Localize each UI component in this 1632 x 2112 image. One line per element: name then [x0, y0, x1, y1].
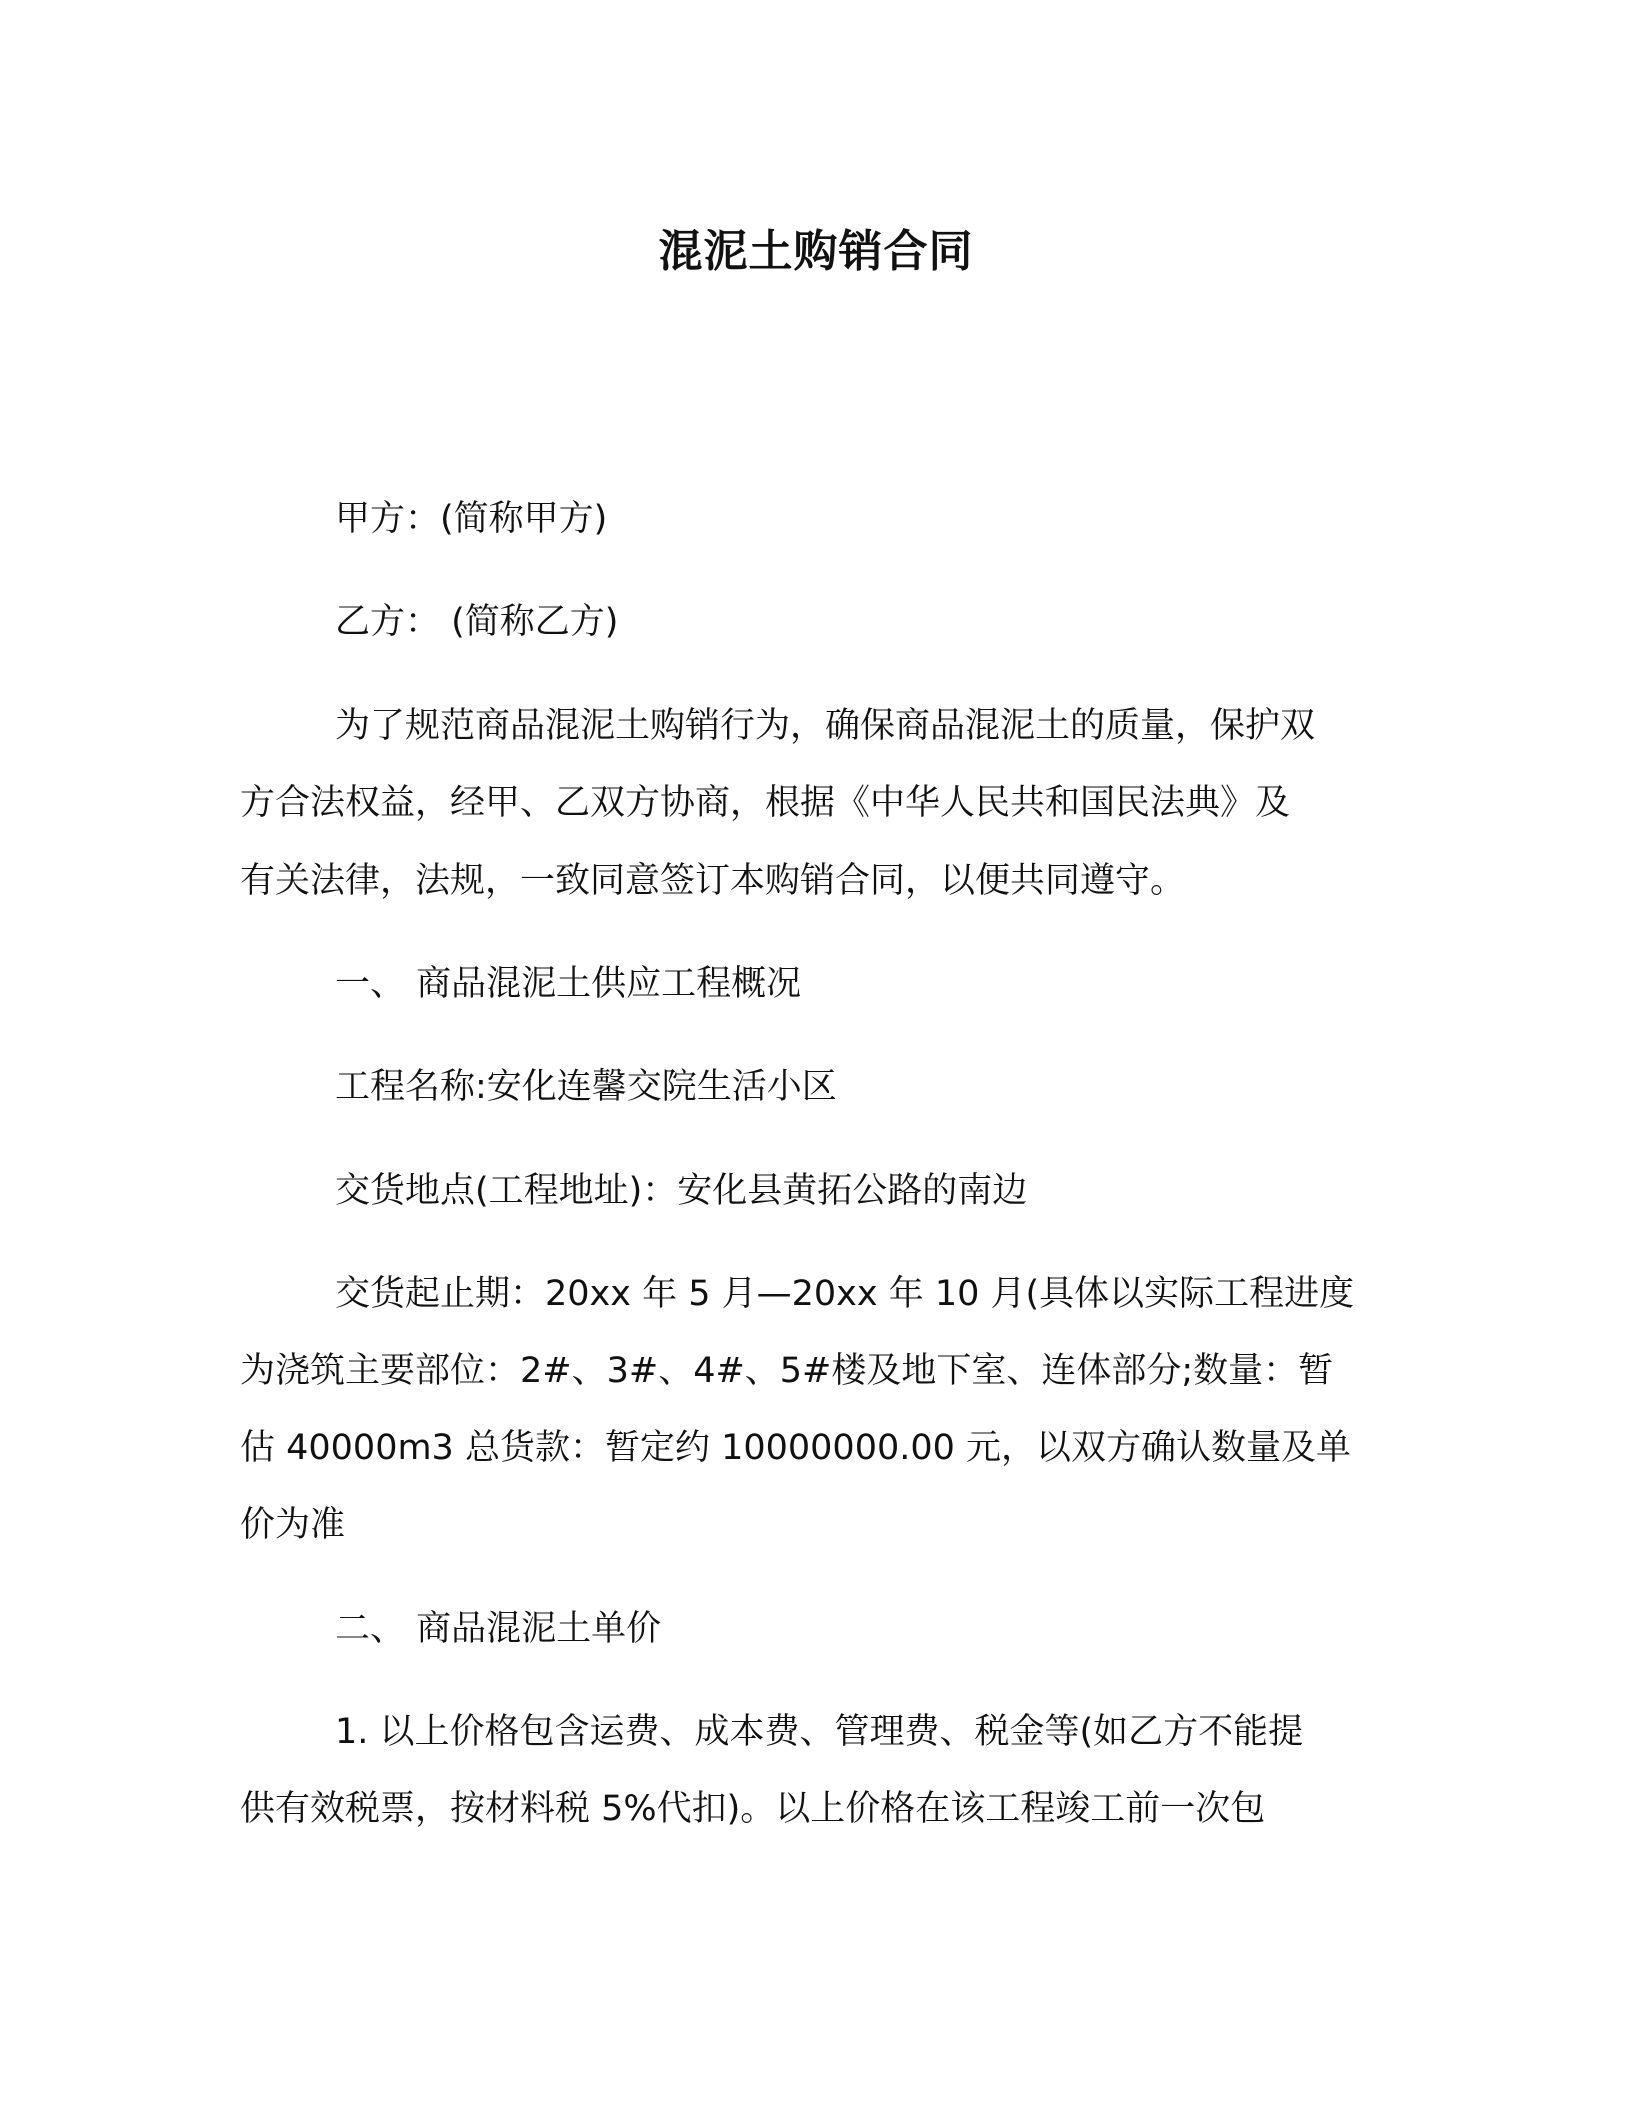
delivery-period-line-2: 为浇筑主要部位：2#、3#、4#、5#楼及地下室、连体部分;数量：暂 [240, 1351, 1334, 1391]
party-b-line: 乙方： (简称乙方) [335, 602, 619, 642]
delivery-period-line-1: 交货起止期：20xx 年 5 月—20xx 年 10 月(具体以实际工程进度 [335, 1274, 1355, 1314]
clause-1-line-1: 1. 以上价格包含运费、成本费、管理费、税金等(如乙方不能提 [335, 1712, 1304, 1752]
section-1-heading: 一、 商品混泥土供应工程概况 [335, 964, 802, 1004]
section-2-heading: 二、 商品混泥土单价 [335, 1609, 662, 1649]
party-a-line: 甲方：(简称甲方) [335, 499, 608, 539]
delivery-period-line-3: 估 40000m3 总货款：暂定约 10000000.00 元，以双方确认数量及单 [240, 1428, 1352, 1468]
delivery-period-line-4: 价为准 [240, 1505, 346, 1545]
preamble-line-2: 方合法权益，经甲、乙双方协商，根据《中华人民共和国民法典》及 [240, 783, 1291, 823]
document-title: 混泥土购销合同 [658, 226, 974, 277]
project-name-line: 工程名称:安化连馨交院生活小区 [335, 1067, 837, 1107]
clause-1-line-2: 供有效税票，按材料税 5%代扣)。以上价格在该工程竣工前一次包 [240, 1789, 1266, 1829]
preamble-line-1: 为了规范商品混泥土购销行为，确保商品混泥土的质量，保护双 [335, 706, 1316, 746]
preamble-line-3: 有关法律，法规，一致同意签订本购销合同，以便共同遵守。 [240, 861, 1186, 901]
delivery-location-line: 交货地点(工程地址)：安化县黄拓公路的南边 [335, 1171, 1028, 1211]
